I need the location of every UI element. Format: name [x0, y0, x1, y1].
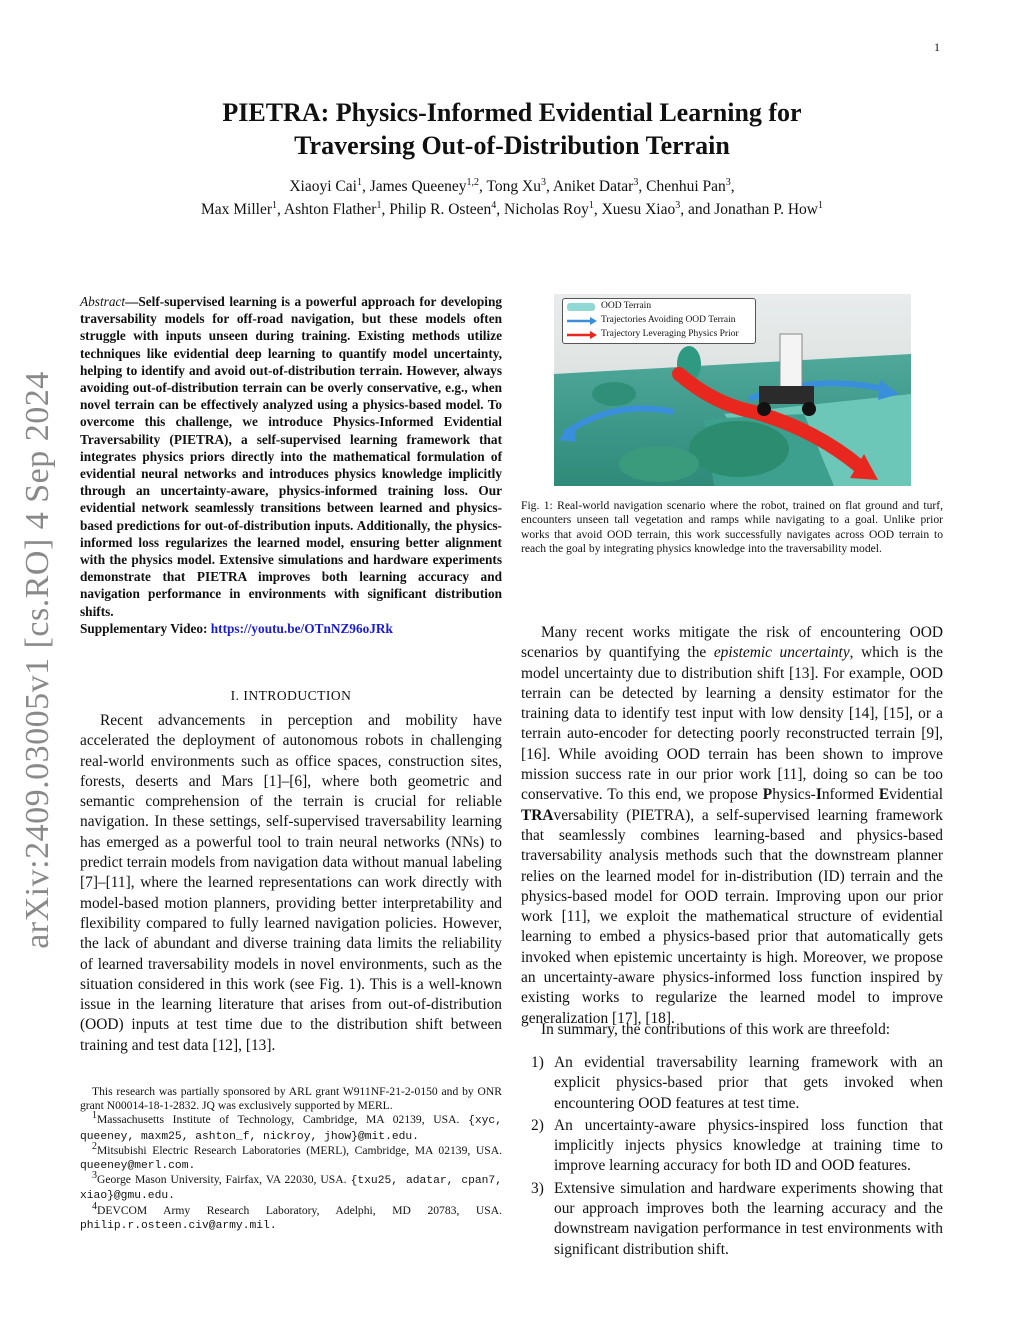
- summary-text: In summary, the contributions of this work are threefold:: [541, 1021, 891, 1038]
- affiliation-mark: 1: [376, 199, 382, 211]
- figure-1-photo: [554, 294, 911, 486]
- text-run: versability: [553, 806, 619, 824]
- acronym-letter: I: [815, 786, 822, 804]
- list-text: Extensive simulation and hardware experiments showing that our approach improves both the learning accuracy and the downstream navigation performance in test environments with significant distribution shift.: [554, 1179, 943, 1258]
- affiliation-1: [80, 1110, 502, 1143]
- author-name: Xiaoyi Cai: [289, 178, 357, 195]
- affiliation-mark: 3: [725, 176, 731, 188]
- affiliation-mark: 4: [92, 1200, 97, 1212]
- affiliation-mark: 3: [633, 176, 639, 188]
- emphasis: epistemic uncertainty: [713, 644, 850, 662]
- legend-avoid-label: Trajectories Avoiding OOD Terrain: [601, 315, 736, 325]
- legend-ood-label: OOD Terrain: [601, 301, 652, 311]
- list-number: 1): [531, 1054, 544, 1071]
- contributions-list: [521, 1053, 943, 1262]
- section-heading-introduction: I. INTRODUCTION: [230, 688, 352, 703]
- affiliation-email: {txu25, adatar, cpan7, xiao}@gmu.edu.: [80, 1175, 502, 1203]
- author-name: , James Queeney: [361, 178, 467, 195]
- figure-legend: [562, 298, 756, 344]
- list-number: 2): [531, 1116, 544, 1134]
- affiliation-email: queeney@merl.com.: [80, 1160, 196, 1173]
- affiliation-mark: 4: [491, 199, 497, 211]
- vegetation-patch: [592, 382, 636, 406]
- affiliation-mark: 3: [540, 176, 546, 188]
- arxiv-watermark: [8, 371, 68, 949]
- affiliation-text: DEVCOM Army Research Laboratory, Adelphi, MD 20783, USA.: [97, 1203, 502, 1217]
- video-label: Supplementary Video:: [80, 620, 211, 636]
- text-run: vidential: [889, 786, 943, 804]
- arxiv-id: arXiv:2409.03005v1 [cs.RO] 4 Sep 2024: [19, 371, 56, 949]
- author-line-2: [90, 198, 934, 221]
- robot-wheel: [757, 402, 771, 416]
- author-name: , Nicholas Roy: [496, 201, 589, 218]
- footnotes: [80, 1085, 502, 1233]
- acronym-letter: TRA: [521, 806, 554, 824]
- legend-swatches: [565, 299, 599, 343]
- summary-sentence: [521, 1020, 943, 1040]
- author-list: [90, 175, 934, 221]
- author-name: , Chenhui Pan: [638, 178, 726, 195]
- author-name: Max Miller: [200, 201, 273, 218]
- author-name: , Ashton Flather: [277, 201, 377, 218]
- paragraph-ood-related-work: [521, 623, 943, 1029]
- author-line-1: [90, 175, 934, 198]
- abstract: [80, 293, 502, 637]
- video-link[interactable]: https://youtu.be/OTnNZ96oJRk: [210, 620, 393, 636]
- acronym-letter: E: [878, 786, 890, 804]
- robot-body: [759, 386, 814, 404]
- title-line-2: Traversing Out-of-Distribution Terrain: [294, 131, 730, 160]
- author-separator: ,: [730, 178, 735, 195]
- affiliation-mark: 3: [675, 199, 681, 211]
- legend-ood-swatch: [567, 303, 595, 311]
- affiliation-mark: 1: [588, 199, 594, 211]
- list-text: An evidential traversability learning framework with an explicit physics-based prior that gets invoked when encountering OOD features at test time.: [554, 1054, 943, 1112]
- affiliation-text: George Mason University, Fairfax, VA 22030, USA.: [97, 1173, 347, 1187]
- text-run: Many recent works mitigate the risk of encountering OOD scenarios by quantifying the: [521, 624, 943, 662]
- affiliation-2: [80, 1140, 502, 1173]
- affiliation-text: Massachusetts Institute of Technology, Cambridge, MA 02139, USA.: [97, 1113, 460, 1127]
- affiliation-mark: 1: [272, 199, 278, 211]
- vegetation-patch: [689, 421, 789, 477]
- list-text: An uncertainty-aware physics-inspired loss function that implicitly injects physics knowledge at training time to improve learning accuracy for both ID and OOD features.: [554, 1116, 943, 1175]
- author-name: , and Jonathan P. How: [680, 201, 818, 218]
- list-number: 3): [531, 1179, 544, 1197]
- affiliation-mark: 1: [356, 176, 362, 188]
- figure-1-caption: Fig. 1: Real-world navigation scenario where the robot, trained on flat ground and turf, encounters unseen tall vegetation and ramps while navigating to a goal. Unlike prior works that avoid OOD terrain, this work successfully navigates across OOD terrain to reach the goal by integrating physics knowledge into the traversability model.: [521, 499, 943, 555]
- affiliation-email: philip.r.osteen.civ@army.mil.: [80, 1219, 277, 1232]
- title-line-1: PIETRA: Physics-Informed Evidential Learning for: [222, 98, 802, 127]
- author-name: , Aniket Datar: [545, 178, 634, 195]
- abstract-text: —Self-supervised learning is a powerful approach for developing traversability models for off-road navigation, but these models often struggle with inputs unseen during training. Existing methods utilize techniques like evidential deep learning to quantify model uncertainty, helping to identify and avoid out-of-distribution terrain. However, always avoiding out-of-distribution terrain can be overly conservative, e.g., when novel terrain can be effectively analyzed using a physics-based model. To overcome this challenge, we introduce Physics-Informed Evidential Traversability (PIETRA), a self-supervised learning framework that integrates physics priors directly into the mathematical formulation of evidential neural networks and introduces physics knowledge implicitly through an uncertainty-aware, physics-informed training loss. Our evidential network seamlessly transitions between learned and physics-based predictions for out-of-distribution inputs. Additionally, the physics-informed loss regularizes the learned model, ensuring better alignment with the physics model. Extensive simulations and hardware experiments demonstrate that PIETRA improves both learning accuracy and navigation performance in environments with significant distribution shifts.: [80, 294, 502, 619]
- affiliation-mark: 1: [818, 199, 823, 211]
- affiliation-email: {xyc, queeney, maxm25, ashton_f, nickroy, jhow}@mit.edu.: [80, 1115, 502, 1143]
- affiliation-3: [80, 1170, 502, 1203]
- affiliation-4: [80, 1200, 502, 1233]
- supplementary-video: [80, 620, 502, 637]
- author-name: , Xuesu Xiao: [593, 201, 676, 218]
- text-run: , which is the model uncertainty due to distribution shift [13]. For example, OOD terrain can be detected by learning a density estimator for the training data to identify test input with low density [14], [15], or a terrain auto-encoder for detecting poorly reconstructed terrain [9], [16]. While avoiding OOD terrain has been shown to improve mission success rate in our prior work [11], doing so can be too conservative. To this end, we propose: [521, 644, 943, 804]
- affiliation-mark: 3: [92, 1170, 97, 1182]
- list-item: [521, 1053, 943, 1114]
- abstract-label: Abstract: [80, 294, 126, 309]
- introduction-body: [80, 711, 502, 1056]
- text-run: (PIETRA), a self-supervised learning framework that seamlessly combines learning-based and physics-based traversability analysis methods such that the downstream planner relies on the learned model for in-distribution (ID) terrain and the physics-based model for OOD terrain. Improving upon our prior work [11], we exploit the mathematical structure of evidential learning to embed a physics-based prior that automatically gets invoked when epistemic uncertainty is high. Moreover, we propose an uncertainty-aware physics-informed loss function inspired by existing works to regularize the learned model to improve generalization [17], [18].: [521, 806, 943, 1027]
- right-column-body: [521, 623, 943, 1029]
- text-run: hysics-: [772, 786, 816, 804]
- robot-mast: [780, 334, 802, 389]
- robot-wheel: [802, 402, 816, 416]
- acronym-letter: P: [762, 786, 773, 804]
- paper-title: [120, 96, 904, 162]
- text-run: nformed: [821, 786, 879, 804]
- affiliation-mark: 1,2: [466, 176, 480, 188]
- legend-prior-arrowhead: [590, 331, 597, 339]
- list-item: [521, 1179, 943, 1260]
- legend-prior-label: Trajectory Leveraging Physics Prior: [601, 329, 739, 339]
- affiliation-mark: 2: [92, 1140, 97, 1152]
- list-item: [521, 1116, 943, 1177]
- intro-paragraph: Recent advancements in perception and mobility have accelerated the deployment of autonomous robots in challenging real-world environments such as office spaces, construction sites, forests, deserts and Mars [1]–[6], where both geometric and semantic comprehension of the terrain is crucial for reliable navigation. In these settings, self-supervised traversability learning has emerged as a powerful tool to train neural networks (NNs) to predict terrain models from navigation data without manual labeling [7]–[11], where the learned representations can work directly with model-based motion planners, providing better interpretability and flexibility compared to fully learned navigation policies. However, the lack of abundant and diverse training data limits the reliability of learned traversability models in novel environments, such as the situation considered in this work (see Fig. 1). This is a well-known issue in the learning literature that arises from out-of-distribution (OOD) inputs at test time due to the distribution shift between training and test data [12], [13].: [80, 712, 502, 1054]
- author-name: , Philip R. Osteen: [381, 201, 492, 218]
- affiliation-text: Mitsubishi Electric Research Laboratories (MERL), Cambridge, MA 02139, USA.: [97, 1143, 502, 1157]
- affiliation-mark: 1: [92, 1110, 97, 1122]
- legend-avoid-arrowhead: [590, 317, 597, 325]
- page-number: 1: [934, 40, 940, 54]
- author-name: , Tong Xu: [479, 178, 541, 195]
- funding-note: This research was partially sponsored by ARL grant W911NF-21-2-0150 and by ONR grant N00014-18-1-2832. JQ was exclusively supported by MERL.: [80, 1085, 502, 1113]
- vegetation-patch: [619, 446, 699, 482]
